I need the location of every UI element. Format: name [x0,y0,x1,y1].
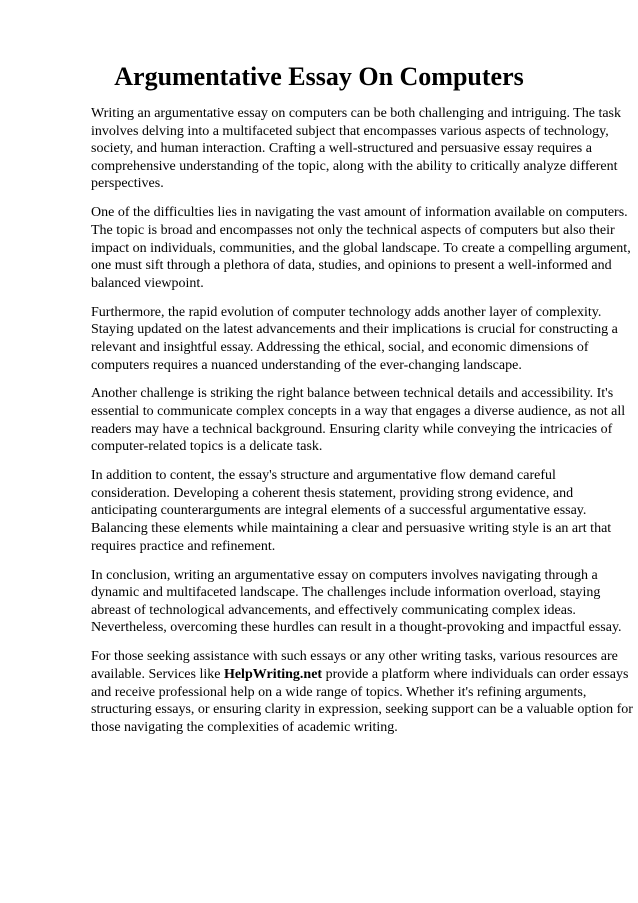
paragraph-3 [91,304,618,374]
text-line: Writing an argumentative essay on computers can be both challenging and intriguing. The task [91,106,622,121]
paragraph-1 [91,105,622,193]
text-line: dynamic and multifaceted landscape. The challenges include information overload, staying [91,585,601,601]
text-line: In addition to content, the essay's structure and argumentative flow demand careful [91,468,556,484]
text-line: and receive professional help on a wide range of topics. Whether it's refining arguments, [91,684,587,700]
text-line: consideration. Developing a coherent thesis statement, providing strong evidence, and [91,485,574,501]
text-line: structuring essays, or ensuring clarity in expression, seeking support can be a valuable option for [91,702,633,718]
text-line: The topic is broad and encompasses not only the technical aspects of computers but also their [91,222,615,238]
text-line: Staying updated on the latest advancements and their implications is crucial for constructing a [91,322,618,338]
text-line: comprehensive understanding of the topic, along with the ability to critically analyze different [91,158,618,174]
text-line: one must sift through a plethora of data, studies, and opinions to present a well-informed and [91,258,612,274]
paragraph-7 [91,648,633,736]
text-line: society, and human interaction. Crafting a well-structured and persuasive essay requires a [91,141,592,157]
paragraph-5 [91,467,612,555]
text-line: those navigating the complexities of academic writing. [91,719,398,735]
text-line: Balancing these elements while maintaining a clear and persuasive writing style is an art that [91,521,612,537]
service-name: HelpWriting.net [223,666,323,682]
essay-body [91,105,633,748]
text-line: computers requires a nuanced understanding of the ever-changing landscape. [91,357,522,373]
text-line: relevant and insightful essay. Addressing the ethical, social, and economic dimensions of [91,339,589,355]
text-fragment: provide a platform where individuals can order essays [322,666,629,682]
paragraph-2 [91,204,631,292]
text-line: perspectives. [91,176,164,192]
page-title: Argumentative Essay On Computers [114,62,524,91]
text-line: computer-related topics is a delicate task. [91,439,323,455]
text-line: Nevertheless, overcoming these hurdles can result in a thought-provoking and impactful essay. [91,620,622,636]
text-line: abreast of technological advancements, and effectively communicating complex ideas. [91,602,576,618]
text-line: involves delving into a multifaceted subject that encompasses various aspects of technology, [91,123,609,139]
text-line: requires practice and refinement. [91,538,276,554]
text-line [91,666,629,684]
paragraph-4 [91,385,626,455]
text-line: balanced viewpoint. [91,275,204,291]
text-line: For those seeking assistance with such essays or any other writing tasks, various resources are [91,649,618,665]
text-line: Furthermore, the rapid evolution of computer technology adds another layer of complexity. [91,304,602,320]
text-line: Another challenge is striking the right balance between technical details and accessibility. It's [91,386,614,402]
text-line: impact on individuals, communities, and the global landscape. To create a compelling argument, [91,240,631,256]
text-fragment: available. Services like [91,666,224,682]
text-line: One of the difficulties lies in navigating the vast amount of information available on computers. [91,205,628,221]
text-line: readers may have a technical background. Ensuring clarity while conveying the intricacies of [91,421,613,437]
text-line: anticipating counterarguments are integral elements of a successful argumentative essay. [91,503,587,519]
text-line: In conclusion, writing an argumentative essay on computers involves navigating through a [91,567,598,583]
text-line: essential to communicate complex concepts in a way that engages a diverse audience, as not all [91,404,626,420]
paragraph-6 [91,567,622,637]
